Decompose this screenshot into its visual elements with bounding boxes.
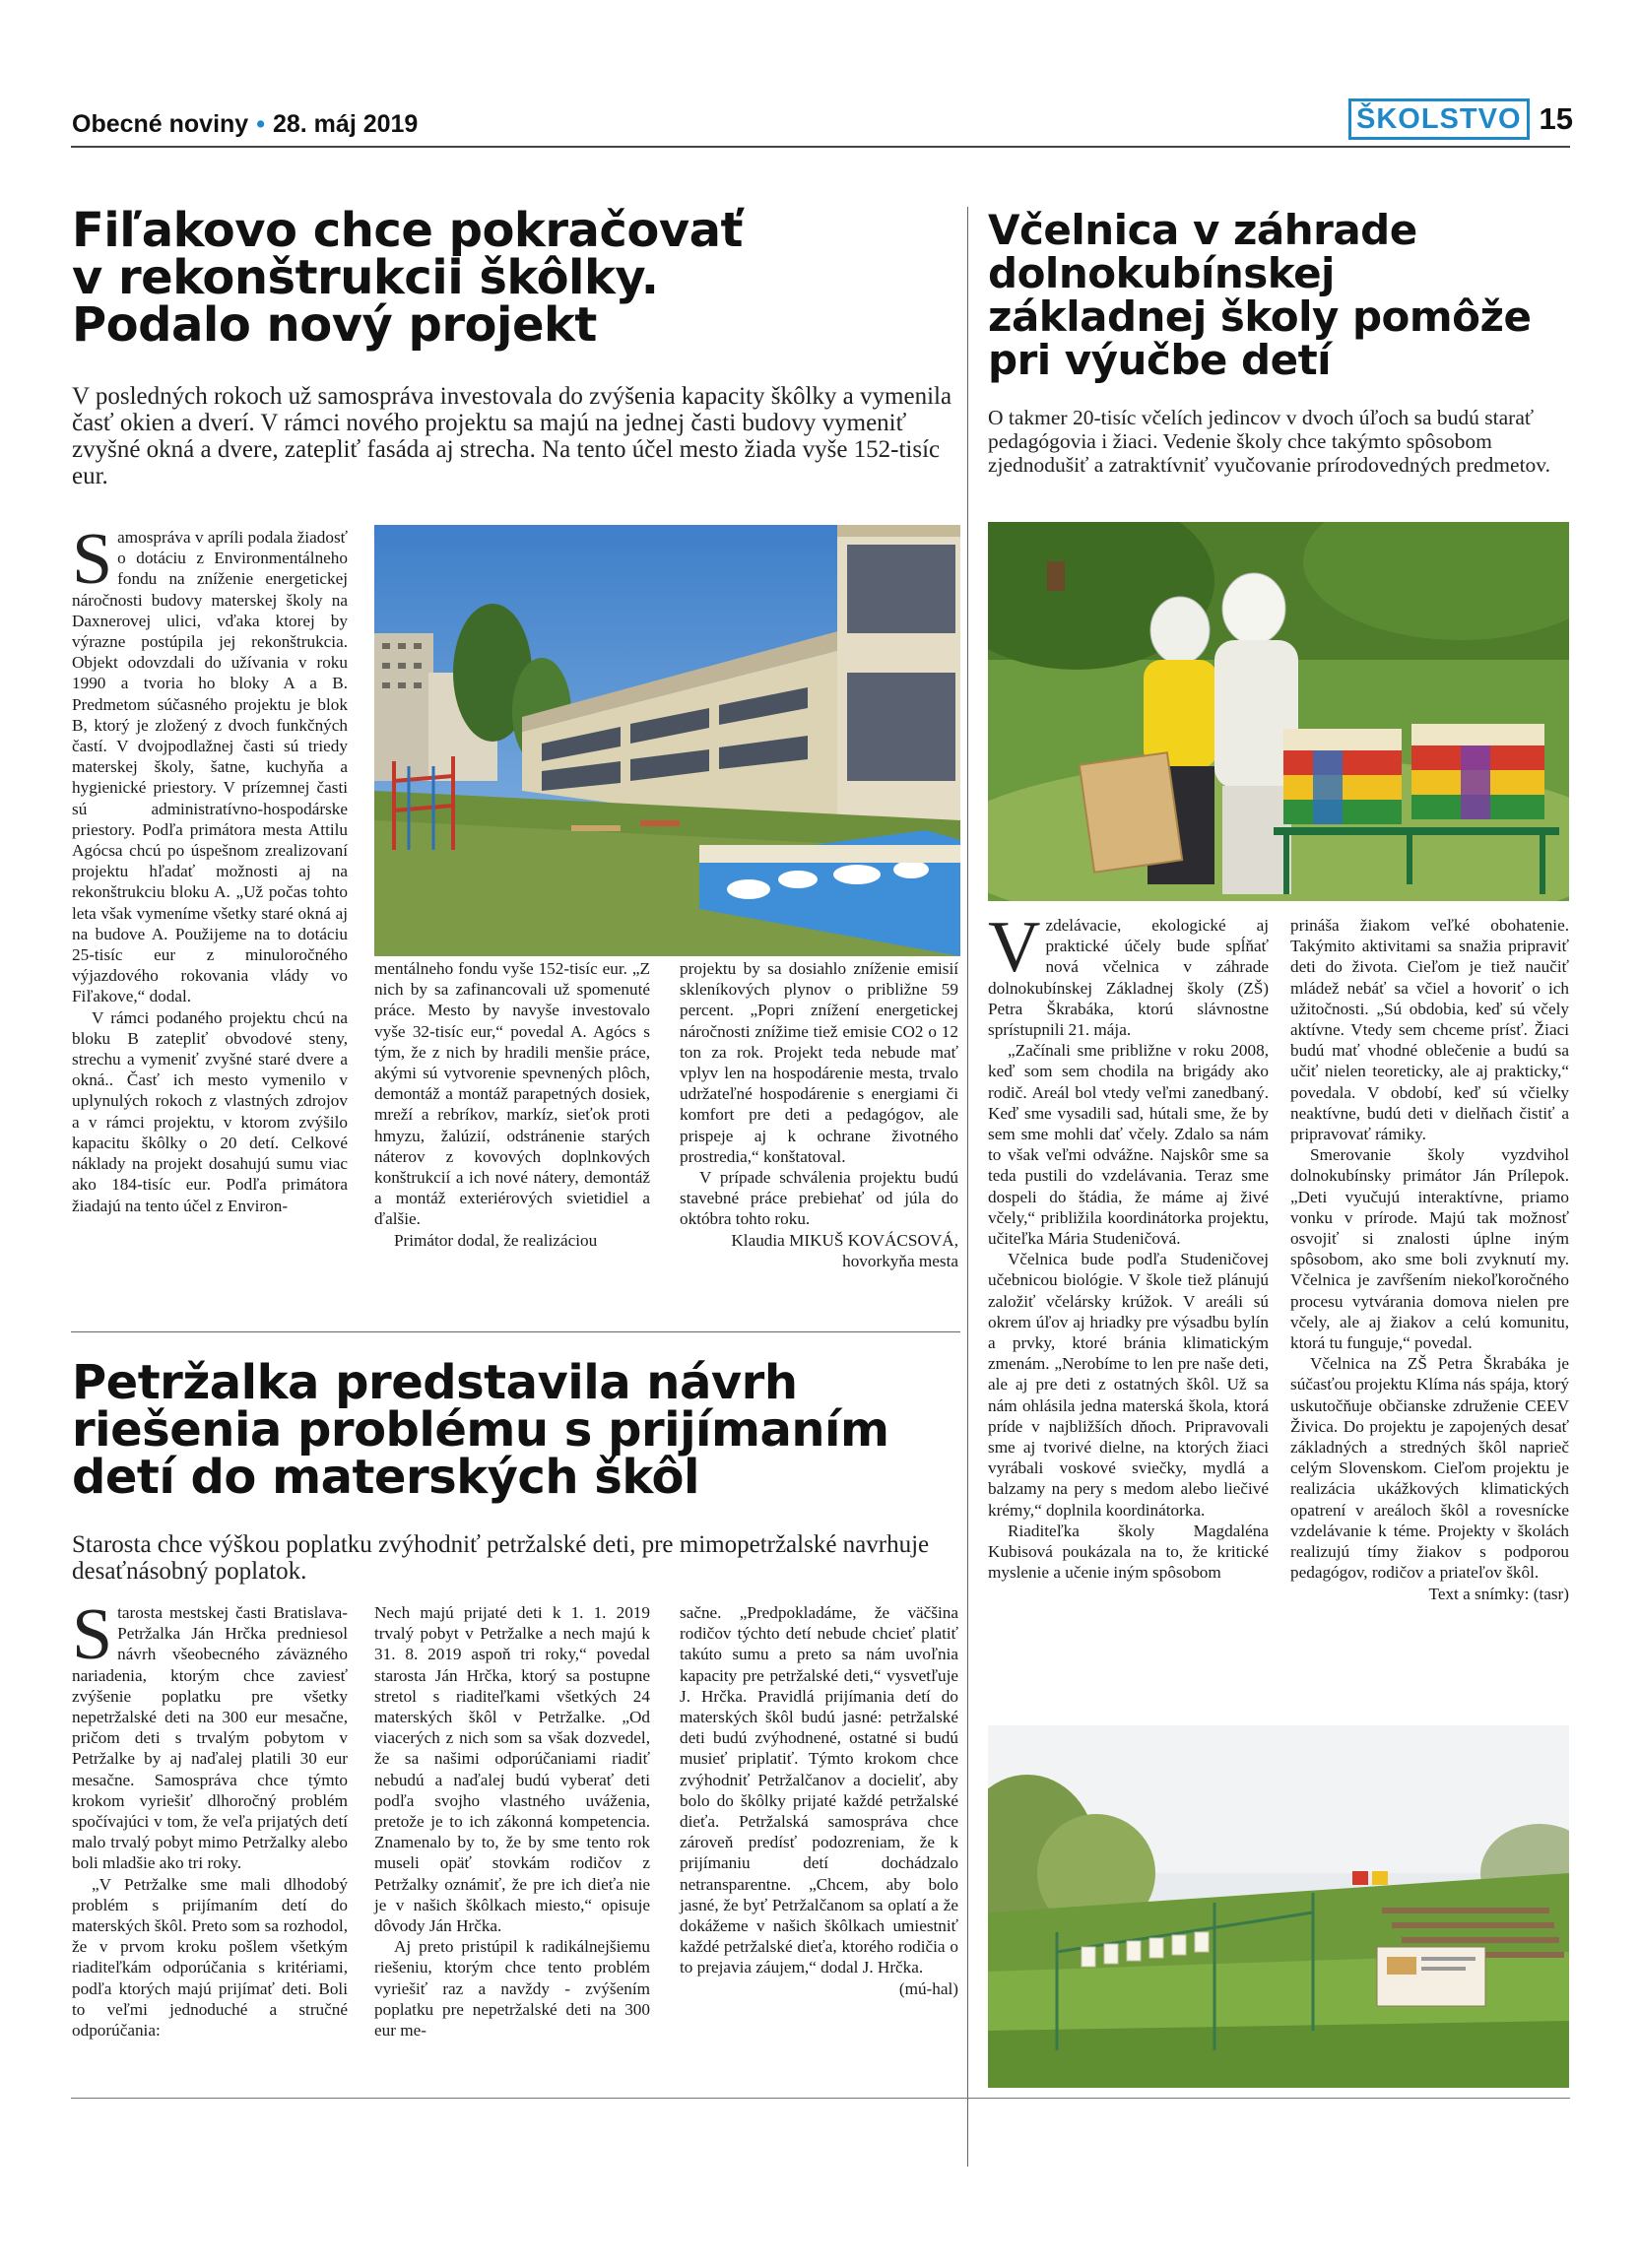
article1-paragraph: V rámci podaného projektu chcú na bloku B zatepliť obvodové steny, strechu a vymeniť zvyšné staré dvere a okná.. Časť ich mesto vymenilo v uplynulých rokoch z vlastných zdrojov a v rámci projektu, v ktorom zvýšilo kapacitu škôlky o 20 detí. Celkové náklady na projekt dosahujú sumu viac ako 184-tisíc eur. Podľa primátora žiadajú na tento účel z Environ- xyxy=(72,1007,348,1215)
article2-column-3 xyxy=(680,1602,958,1999)
article1-column-3 xyxy=(680,958,958,1271)
footer-rule xyxy=(71,2098,1570,2099)
article1-paragraph-text: amospráva v apríli podala žiadosť o dotáciu z Environmentálneho fondu na zníženie energetickej náročnosti budovy materskej školy na Daxnerovej ulici, vďaka ktorej by výrazne postúpila jej rekonštrukcia. Objekt odovzdali do užívania v roku 1990 a tvoria ho bloky A a B. Predmetom súčasného projektu je blok B, ktorý je zložený z dvoch funkčných častí. V dvojpodlažnej časti sú triedy materskej školy, šatne, kuchyňa a hygienické priestory. V prízemnej časti sú administratívno-hospodárske priestory. Podľa primátora mesta Attilu Agócsa chcú po úspešnom zrealizovaní projektu hľadať možnosti aj na rekonštrukciu bloku A. „Už počas tohto leta však vymeníme všetky staré okná aj na budove A. Použijeme na to dotáciu 25-tisíc eur z minuloročného výjazdového rokovania vlády vo Fiľakove,“ dodal. xyxy=(72,528,348,1006)
garden-photo xyxy=(988,1725,1569,2088)
article1-signature-name: Klaudia MIKUŠ KOVÁCSOVÁ, xyxy=(731,1230,958,1250)
article2-paragraph: „V Petržalke sme mali dlhodobý problém s prijímaním detí do materských škôl. Preto som sa rozhodol, že v prvom kroku pošlem všetkým riaditeľkám odporúčania s kritériami, podľa ktorých majú prijímať deti. Boli to veľmi jednoduché a stručné odporúčania: xyxy=(72,1874,348,2041)
article2-paragraph xyxy=(72,1594,348,1874)
article2-dropcap: S xyxy=(72,1594,113,1675)
article3-headline-line: dolnokubínskej xyxy=(988,249,1335,297)
publication-name: Obecné noviny xyxy=(72,110,249,138)
article2-paragraph: sačne. „Predpokladáme, že väčšina rodičov týchto detí nebude chcieť platiť takúto sumu a preto sa nám uvoľnia kapacity pre petržalské deti,“ vysvetľuje J. Hrčka. Pravidlá prijímania detí do materských škôl budú jasné: petržalské deti budú zvýhodnené, ostatné si budú musieť priplatiť. Týmto krokom chce zvýhodniť Petržalčanov a docieliť, aby bolo do škôlky prijaté každé petržalské dieťa. Petržalská samospráva chce zároveň predísť podozreniam, že k prijímaniu detí dochádzalo netransparentne. „Chcem, aby bolo jasné, že byť Petržalčanom sa oplatí a že dokážeme v našich škôlkach umiestniť každé petržalské dieťa, ktorého rodičia o to prejavia záujem,“ dodal J. Hrčka. xyxy=(680,1603,958,1977)
article1-column-1 xyxy=(72,519,348,1216)
article3-paragraph: Včelnica bude podľa Studeničovej učebnicou biológie. V škole tiež plánujú založiť včelársky krúžok. V areáli sú okrem úľov aj hriadky pre výsadbu bylín a prvky, ktoré bránia klimatickým zmenám. „Nerobíme to len pre naše deti, ale aj pre deti z ostatných škôl. Už sa nám ohlásila jedna materská škola, ktorá príde v najbližších dňoch. Pripravovali sme aj tvorivé dielne, na ktorých žiaci vyrábali voskové sviečky, mydlá a balzamy na pery s medom alebo liečivé krémy,“ doplnila koordinátorka. xyxy=(988,1250,1269,1520)
article3-paragraph: prináša žiakom veľké obohatenie. Takýmito aktivitami sa snažia pripraviť deti do života. Cieľom je tiež naučiť mládež nebáť sa včiel a hovoriť o ich užitočnosti. „Sú obdobia, keď sú včely aktívne. Vtedy sem chceme prísť. Žiaci budú mať vhodné oblečenie a budú sa učiť nielen teoreticky, ale aj prakticky,“ povedala. V období, keď sú včielky neaktívne, budú deti v dielňach čistiť a pripravovať rámiky. xyxy=(1290,916,1569,1144)
page-number: 15 xyxy=(1539,101,1573,136)
article1-headline xyxy=(72,203,958,353)
article2-paragraph-text: tarosta mestskej časti Bratislava-Petržalka Ján Hrčka predniesol návrh všeobecného záväzného nariadenia, ktorým chce zaviesť zvýšenie poplatku pre všetky nepetržalské deti na 300 eur mesačne, pričom deti s trvalým pobytom v Petržalke by aj naďalej platili 30 eur mesačne. Samospráva chce týmto krokom vyriešiť dlhoročný problém spočívajúci v tom, že veľa prijatých detí malo trvalý pobyt mimo Petržalky alebo boli mladšie ako tri roky. xyxy=(72,1603,348,1873)
article3-paragraph: Riaditeľka školy Magdaléna Kubisová poukázala na to, že kritické myslenie a učenie iným spôsobom xyxy=(988,1521,1269,1583)
article3-paragraph-text: zdelávacie, ekologické aj praktické účely bude spĺňať nová včelnica v záhrade dolnokubínskej Základnej školy (ZŠ) Petra Škrabáka, ktorú slávnostne sprístupnili 21. mája. xyxy=(988,916,1269,1040)
kindergarten-photo xyxy=(374,525,960,956)
section-tag: ŠKOLSTVO xyxy=(1348,98,1530,140)
article1-paragraph: mentálneho fondu vyše 152-tisíc eur. „Z nich by sa zafinancovali už spomenuté práce. Mesto by navyše investovalo vyše 32-tisíc eur,“ povedal A. Agócs s tým, že z nich by hradili menšie práce, akými sú vytvorenie spevnených plôch, demontáž a montáž parapetných dosiek, mreží a rebríkov, markíz, sieťok proti hmyzu, žalúzií, odstránenie starých náterov z kovových doplnkových konštrukcií a ich nové nátery, demontáž a montáž exteriérových svietidiel a ďalšie. xyxy=(374,959,650,1229)
header-rule xyxy=(71,146,1570,148)
article3-headline xyxy=(988,206,1569,384)
article3-paragraph: „Začínali sme približne v roku 2008, keď som sem chodila na brigády ako rodič. Areál bol vtedy veľmi zanedbaný. Keď sme vysadili sad, hútali sme, že by sem sme mohli dať včely. Zdalo sa nám to však veľmi odvážne. Najskôr sme sa teda pustili do vzdelávania. Teraz sme dospeli do štádia, že máme aj živé včely,“ približila koordinátorka projektu, učiteľka Mária Studeničová. xyxy=(988,1041,1269,1249)
article3-lead: O takmer 20-tisíc včelích jedincov v dvoch úľoch sa budú starať pedagógovia i žiaci. Vedenie školy chce takýmto spôsobom zjednodušiť a zatraktívniť vyučovanie prírodovedných predmetov. xyxy=(988,406,1551,477)
article-divider xyxy=(71,1331,960,1332)
column-divider xyxy=(967,207,968,2167)
article1-signature-role: hovorkyňa mesta xyxy=(842,1251,958,1270)
bullet-separator: • xyxy=(256,110,265,138)
article2-signature: (mú-hal) xyxy=(898,1978,958,1998)
article2-lead: Starosta chce výškou poplatku zvýhodniť petržalské deti, pre mimopetržalské navrhuje desaťnásobný poplatok. xyxy=(72,1531,930,1585)
article2-paragraph: Nech majú prijaté deti k 1. 1. 2019 trvalý pobyt v Petržalke a nech majú k 31. 8. 2019 aspoň tri roky,“ povedal starosta Ján Hrčka, ktorý sa postupne stretol s riaditeľkami všetkých 24 materských škôl v Petržalke. „Od viacerých z nich som sa však dozvedel, že sa našimi odporúčaniami riadiť nebudú a naďalej budú vyberať deti podľa svojho vlastného uváženia, pretože je to ich zákonná kompetencia. Znamenalo by to, že by sme tento rok museli opäť stovkám rodičov z Petržalky oznámiť, že pre ich dieťa nie je v našich škôlkach miesto,“ opisuje dôvody Ján Hrčka. xyxy=(374,1603,650,1936)
article1-headline-line: v rekonštrukcii škôlky. xyxy=(72,250,659,305)
article3-dropcap: V xyxy=(988,907,1041,988)
article3-headline-line: základnej školy pomôže xyxy=(988,292,1532,341)
beekeepers-photo xyxy=(988,522,1569,901)
article3-column-1 xyxy=(988,907,1269,1584)
article2-column-1 xyxy=(72,1594,348,2041)
article3-column-2 xyxy=(1290,915,1569,1604)
page-header-left xyxy=(72,110,418,139)
article1-column-2 xyxy=(374,958,650,1251)
issue-date: 28. máj 2019 xyxy=(272,110,419,138)
article3-signature: Text a snímky: (tasr) xyxy=(1428,1584,1569,1603)
article1-dropcap: S xyxy=(72,519,113,600)
page-header-right xyxy=(1348,98,1573,140)
article1-paragraph: projektu by sa dosiahlo zníženie emisií skleníkových plynov o približne 59 percent. „Popri znížení energetickej náročnosti znížime tiež emisie CO2 o 12 ton za rok. Projekt teda nebude mať vplyv len na hospodárenie mesta, trvalo udržateľné hospodárenie s energiami či komfort pre deti a pedagógov, ale prispeje aj k ochrane životného prostredia,“ konštatoval. xyxy=(680,959,958,1166)
article1-paragraph xyxy=(72,519,348,1007)
article2-headline-line: detí do materských škôl xyxy=(72,1450,699,1505)
article2-headline-line: riešenia problému s prijímaním xyxy=(72,1402,889,1458)
article3-headline-line: pri výučbe detí xyxy=(988,336,1332,384)
article3-headline-line: Včelnica v záhrade xyxy=(988,206,1417,254)
article3-paragraph xyxy=(988,907,1269,1040)
article2-column-2 xyxy=(374,1602,650,2041)
article1-paragraph: V prípade schválenia projektu budú stavebné práce prebiehať od júla do októbra tohto roku. xyxy=(680,1168,958,1229)
article3-paragraph: Smerovanie školy vyzdvihol dolnokubínsky primátor Ján Prílepok. „Deti vyučujú interaktívne, priamo vonku v prírode. Majú tak možnosť osvojiť si znalosti úplne iným spôsobom, ako sme boli zvyknutí my. Včelnica je zavŕšením niekoľkoročného procesu vytvárania domova nielen pre včely, ale aj žiakov a celú komunitu, ktorá tu funguje,“ povedal. xyxy=(1290,1145,1569,1353)
article2-headline xyxy=(72,1355,958,1505)
article1-lead: V posledných rokoch už samospráva investovala do zvýšenia kapacity škôlky a vymenila časť okien a dverí. V rámci nového projektu sa majú na jednej časti budovy vymeniť zvyšné okná a dvere, zatepliť fasáda aj strecha. Na tento účel mesto žiada vyše 152-tisíc eur. xyxy=(72,383,952,489)
article1-headline-line: Podalo nový projekt xyxy=(72,297,597,353)
article1-paragraph: Primátor dodal, že realizáciou xyxy=(394,1230,598,1250)
article2-paragraph: Aj preto pristúpil k radikálnejšiemu riešeniu, ktorým chce tento problém vyriešiť raz a navždy - zvýšením poplatku pre nepetržalské deti na 300 eur me- xyxy=(374,1937,650,2041)
article1-headline-line: Fiľakovo chce pokračovať xyxy=(72,203,743,258)
article2-headline-line: Petržalka predstavila návrh xyxy=(72,1355,798,1410)
article3-paragraph: Včelnica na ZŠ Petra Škrabáka je súčasťou projektu Klíma nás spája, ktorý uskutočňuje občianske združenie CEEV Živica. Do projektu je zapojených desať základných a stredných škôl naprieč celým Slovenskom. Cieľom projektu je realizácia ukážkových klimatických opatrení v areáloch škôl a rovesnícke vzdelávanie k téme. Projekty v školách realizujú tímy žiakov s podporou pedagógov, rodičov a priateľov škôl. xyxy=(1290,1354,1569,1583)
